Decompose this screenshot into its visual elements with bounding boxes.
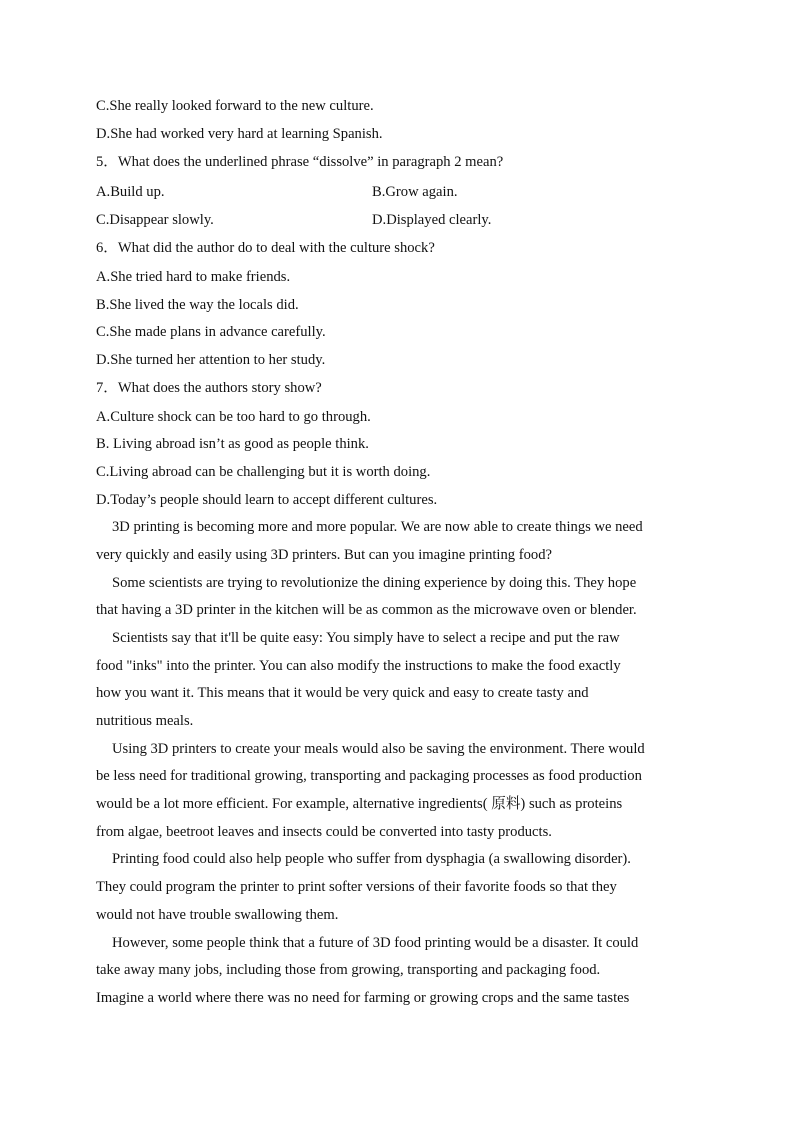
q6-option-a: A.She tried hard to make friends. <box>96 268 291 285</box>
paragraph-line: would not have trouble swallowing them. <box>96 906 339 923</box>
q6-option-d: D.She turned her attention to her study. <box>96 351 326 368</box>
paragraph-line: Printing food could also help people who suffer from dysphagia (a swallowing disorder). <box>112 851 631 868</box>
paragraph-4 <box>96 736 696 847</box>
q7-option-c: C.Living abroad can be challenging but it is worth doing. <box>96 464 431 481</box>
paragraph-line: would be a lot more efficient. For example, alternative ingredients( 原料) such as proteins <box>96 796 623 813</box>
paragraph-line: very quickly and easily using 3D printers. But can you imagine printing food? <box>96 546 552 563</box>
paragraph-line: Scientists say that it'll be quite easy: You simply have to select a recipe and put the raw <box>112 629 620 646</box>
document-page <box>96 93 696 1013</box>
q6-option-b: B.She lived the way the locals did. <box>96 296 299 313</box>
q7-option-a: A.Culture shock can be too hard to go through. <box>96 408 371 425</box>
q4-option-d: D.She had worked very hard at learning Spanish. <box>96 125 383 142</box>
paragraph-line: be less need for traditional growing, transporting and packaging processes as food production <box>96 768 642 785</box>
paragraph-line: that having a 3D printer in the kitchen will be as common as the microwave oven or blender. <box>96 602 637 619</box>
paragraph-line: from algae, beetroot leaves and insects could be converted into tasty products. <box>96 823 552 840</box>
q7-option-b: B. Living abroad isn’t as good as people think. <box>96 436 369 453</box>
q7-option-d: D.Today’s people should learn to accept different cultures. <box>96 491 438 508</box>
passage <box>96 514 696 1012</box>
paragraph-line: nutritious meals. <box>96 713 194 730</box>
paragraph-2 <box>96 570 696 625</box>
q5-option-a: A.Build up. <box>96 183 165 200</box>
paragraph-6 <box>96 930 696 1013</box>
paragraph-line: However, some people think that a future of 3D food printing would be a disaster. It could <box>112 934 639 951</box>
q5-option-d: D.Displayed clearly. <box>372 212 492 229</box>
paragraph-line: food "inks" into the printer. You can also modify the instructions to make the food exactly <box>96 657 621 674</box>
q5-question: 5．What does the underlined phrase “dissolve” in paragraph 2 mean? <box>96 154 504 171</box>
q5-option-c: C.Disappear slowly. <box>96 212 214 229</box>
q5-options-row-2 <box>96 206 696 234</box>
paragraph-line: how you want it. This means that it would be very quick and easy to create tasty and <box>96 685 589 702</box>
q5-options-row-1 <box>96 178 696 206</box>
paragraph-line: take away many jobs, including those from growing, transporting and packaging food. <box>96 962 601 979</box>
paragraph-line: Imagine a world where there was no need for farming or growing crops and the same tastes <box>96 989 630 1006</box>
paragraph-3 <box>96 625 696 736</box>
paragraph-5 <box>96 846 696 929</box>
paragraph-1 <box>96 514 696 569</box>
paragraph-line: They could program the printer to print softer versions of their favorite foods so that they <box>96 879 617 896</box>
paragraph-line: Some scientists are trying to revolutionize the dining experience by doing this. They hope <box>112 574 637 591</box>
q4-option-c: C.She really looked forward to the new culture. <box>96 98 374 114</box>
paragraph-line: 3D printing is becoming more and more popular. We are now able to create things we need <box>112 519 643 536</box>
paragraph-line: Using 3D printers to create your meals would also be saving the environment. There would <box>112 740 645 757</box>
q6-question: 6．What did the author do to deal with the culture shock? <box>96 240 435 257</box>
q7-question: 7．What does the authors story show? <box>96 380 322 397</box>
q5-option-b: B.Grow again. <box>372 183 458 200</box>
q6-option-c: C.She made plans in advance carefully. <box>96 324 326 341</box>
